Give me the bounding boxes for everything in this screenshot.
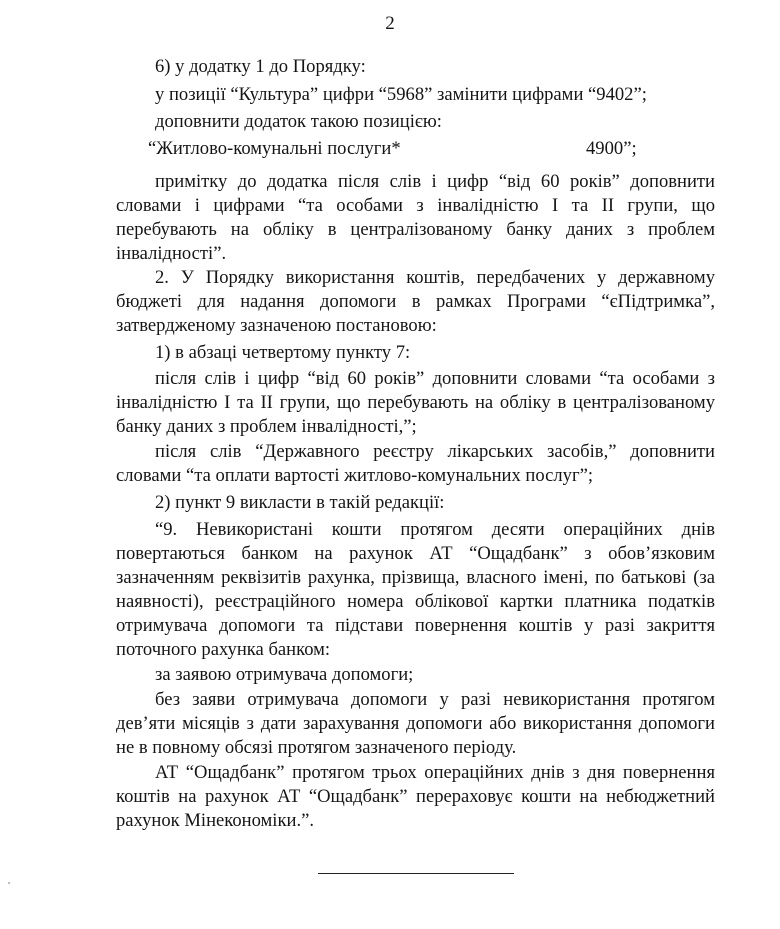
text-line: дев’яти місяців з дати зарахування допомоги або використання допомоги xyxy=(116,713,715,734)
text-line: 6) у додатку 1 до Порядку: xyxy=(155,56,366,77)
closing-rule xyxy=(318,873,514,874)
table-row-value: 4900”; xyxy=(586,138,637,159)
text-line: інвалідності”. xyxy=(116,243,227,264)
text-line: коштів на рахунок АТ “Ощадбанк” перераховує кошти на небюджетний xyxy=(116,786,715,807)
scan-speck xyxy=(8,882,10,884)
text-line: 2) пункт 9 викласти в такій редакції: xyxy=(155,492,445,513)
text-line: бюджеті для надання допомоги в рамках Програми “єПідтримка”, xyxy=(116,291,715,312)
text-line: у позиції “Культура” цифри “5968” замінити цифрами “9402”; xyxy=(155,84,647,105)
page-number: 2 xyxy=(385,13,395,34)
text-line: інвалідністю І та ІІ групи, що перебувають на обліку в централізованому xyxy=(116,392,715,413)
text-line: за заявою отримувача допомоги; xyxy=(155,664,414,685)
text-line: словами і цифрами “та особами з інвалідністю І та ІІ групи, що xyxy=(116,195,715,216)
table-row xyxy=(148,137,638,161)
text-line: словами “та оплати вартості житлово-комунальних послуг”; xyxy=(116,465,594,486)
text-line: зазначенням реквізитів рахунка, прізвища, власного імені, по батькові (за xyxy=(116,567,715,588)
text-line: примітку до додатка після слів і цифр “від 60 років” доповнити xyxy=(155,171,715,192)
text-line: отримувача допомоги та підстави повернення коштів у разі закриття xyxy=(116,615,715,636)
text-line: банку даних з проблем інвалідності,”; xyxy=(116,416,417,437)
text-line: поточного рахунка банком: xyxy=(116,639,331,660)
text-line: повертаються банком на рахунок АТ “Ощадбанк” з обов’язковим xyxy=(116,543,715,564)
text-line: після слів і цифр “від 60 років” доповнити словами “та особами з xyxy=(155,368,715,389)
text-line: після слів “Державного реєстру лікарських засобів,” доповнити xyxy=(155,441,715,462)
text-line: АТ “Ощадбанк” протягом трьох операційних днів з дня повернення xyxy=(155,762,715,783)
text-line: доповнити додаток такою позицією: xyxy=(155,111,442,132)
text-line: затвердженому зазначеною постановою: xyxy=(116,315,437,336)
text-line: рахунок Мінекономіки.”. xyxy=(116,810,315,831)
text-line: перебувають на обліку в централізованому банку даних з проблем xyxy=(116,219,715,240)
text-line: не в повному обсязі протягом зазначеного періоду. xyxy=(116,737,517,758)
text-line: “9. Невикористані кошти протягом десяти операційних днів xyxy=(155,519,715,540)
text-line: 1) в абзаці четвертому пункту 7: xyxy=(155,342,411,363)
text-line: наявності), реєстраційного номера облікової картки платника податків xyxy=(116,591,715,612)
text-line: без заяви отримувача допомоги у разі невикористання протягом xyxy=(155,689,715,710)
table-row-label: “Житлово-комунальні послуги* xyxy=(148,138,401,159)
text-line: 2. У Порядку використання коштів, передбачених у державному xyxy=(155,267,715,288)
